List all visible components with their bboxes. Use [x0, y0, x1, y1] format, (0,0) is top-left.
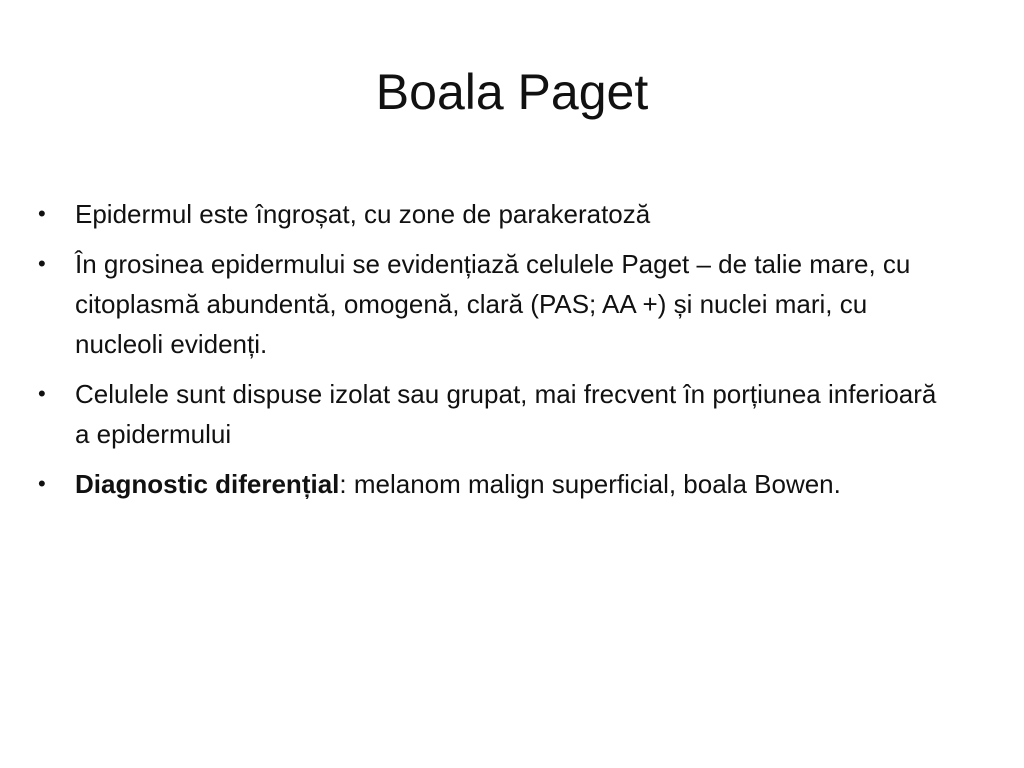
bullet-dot-icon: • [38, 201, 46, 226]
bullet-dot-icon: • [38, 381, 46, 406]
slide-title: Boala Paget [375, 64, 649, 120]
bullet-text: Epidermul este îngroșat, cu zone de parakeratoză [75, 199, 651, 229]
bullet-text: : melanom malign superficial, boala Bowen. [339, 469, 841, 499]
bullet-dot-icon: • [38, 251, 46, 276]
bullet-bold-term: Diagnostic diferențial [75, 469, 340, 499]
bullet-item [38, 464, 958, 504]
bullet-text: În grosinea epidermului se evidențiază celulele Paget – de talie mare, cu citoplasmă abundentă, omogenă, clară (PAS; AA +) și nuclei mari, cu nucleoli evidenți. [75, 249, 911, 359]
bullet-text: Celulele sunt dispuse izolat sau grupat, mai frecvent în porțiunea inferioară a epidermului [75, 379, 937, 449]
bullet-item [38, 244, 958, 364]
bullet-dot-icon: • [38, 471, 46, 496]
bullet-item [38, 194, 958, 234]
bullet-item [38, 374, 958, 454]
bullet-list [38, 194, 958, 514]
